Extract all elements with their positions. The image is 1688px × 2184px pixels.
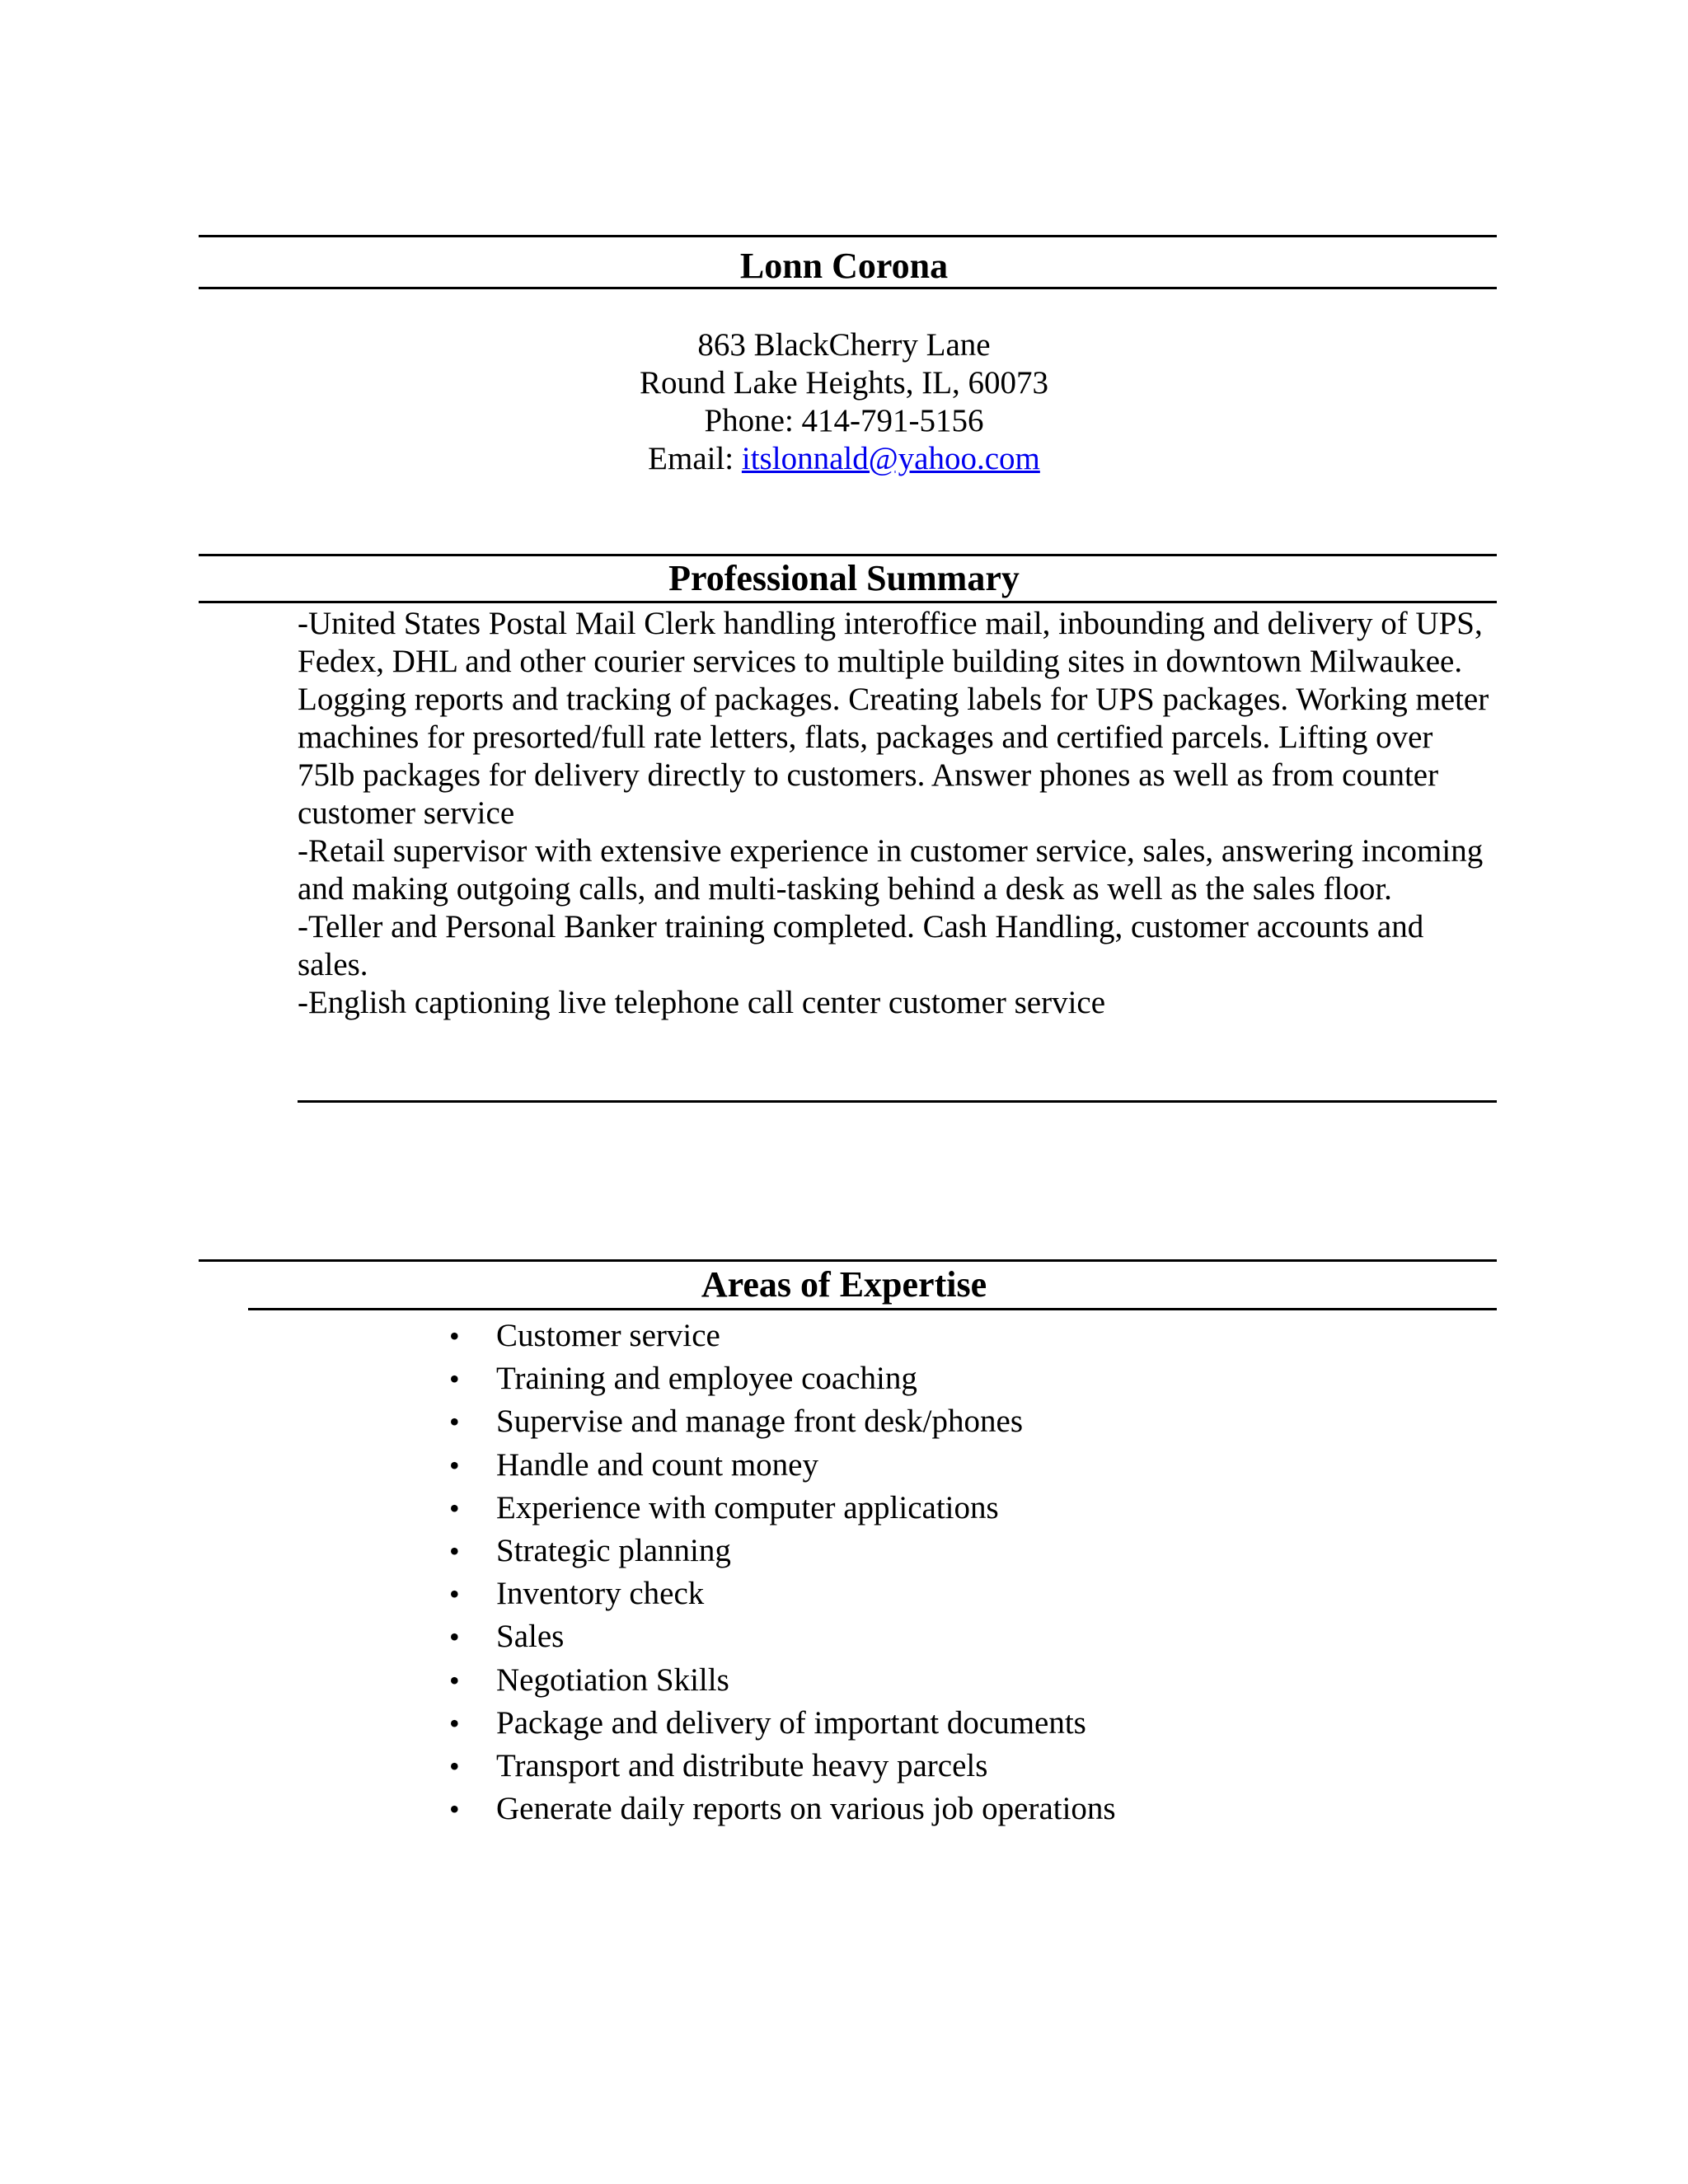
candidate-name: Lonn Corona bbox=[739, 246, 949, 286]
list-item bbox=[437, 1745, 1116, 1788]
expertise-item: Inventory check bbox=[496, 1576, 705, 1612]
list-item bbox=[437, 1788, 1116, 1830]
summary-heading: Professional Summary bbox=[668, 558, 1020, 598]
summary-paragraph: -Retail supervisor with extensive experience in customer service, sales, answering incoming and making outgoing calls, and multi-tasking behind a desk as well as the sales floor. bbox=[298, 833, 1484, 907]
name-bottom-rule bbox=[199, 287, 1497, 289]
bullet-icon: • bbox=[449, 1362, 460, 1396]
bullet-icon: • bbox=[449, 1750, 460, 1783]
street-address: 863 BlackCherry Lane bbox=[697, 327, 991, 363]
list-item bbox=[437, 1659, 1116, 1702]
summary-bottom-rule bbox=[199, 601, 1497, 603]
list-item bbox=[437, 1357, 1116, 1400]
list-item bbox=[437, 1400, 1116, 1443]
bullet-icon: • bbox=[449, 1706, 460, 1740]
summary-body bbox=[298, 605, 1497, 1022]
email-link[interactable]: itslonnald@yahoo.com bbox=[741, 441, 1040, 476]
bullet-icon: • bbox=[449, 1319, 460, 1352]
bullet-icon: • bbox=[449, 1448, 460, 1482]
phone-number: Phone: 414-791-5156 bbox=[704, 403, 984, 438]
contact-block bbox=[0, 326, 1688, 478]
summary-paragraph: -English captioning live telephone call center customer service bbox=[298, 985, 1106, 1020]
expertise-item: Sales bbox=[496, 1619, 565, 1655]
expertise-item: Strategic planning bbox=[496, 1533, 731, 1569]
expertise-item: Customer service bbox=[496, 1318, 720, 1353]
expertise-item: Training and employee coaching bbox=[496, 1361, 917, 1397]
expertise-item: Package and delivery of important documents bbox=[496, 1704, 1086, 1741]
summary-end-rule bbox=[298, 1100, 1497, 1103]
bullet-icon: • bbox=[449, 1491, 460, 1525]
email-label: Email: bbox=[648, 441, 742, 476]
list-item bbox=[437, 1487, 1116, 1530]
bullet-icon: • bbox=[449, 1620, 460, 1654]
expertise-item: Experience with computer applications bbox=[496, 1489, 999, 1526]
expertise-heading: Areas of Expertise bbox=[701, 1264, 987, 1305]
bullet-icon: • bbox=[449, 1535, 460, 1568]
summary-paragraph: -Teller and Personal Banker training completed. Cash Handling, customer accounts and sales. bbox=[298, 909, 1424, 982]
expertise-list bbox=[437, 1315, 1116, 1830]
name-top-rule bbox=[199, 235, 1497, 237]
expertise-item: Handle and count money bbox=[496, 1446, 818, 1483]
bullet-icon: • bbox=[449, 1405, 460, 1439]
list-item bbox=[437, 1530, 1116, 1572]
expertise-item: Transport and distribute heavy parcels bbox=[496, 1748, 988, 1784]
list-item bbox=[437, 1315, 1116, 1357]
city-state-zip: Round Lake Heights, IL, 60073 bbox=[639, 365, 1049, 401]
bullet-icon: • bbox=[449, 1577, 460, 1611]
bullet-icon: • bbox=[449, 1663, 460, 1697]
email-line bbox=[0, 440, 1688, 478]
summary-paragraph: -United States Postal Mail Clerk handling interoffice mail, inbounding and delivery of UPS, Fedex, DHL and other courier services to multiple building sites in downtown Milwaukee. Logging reports and tracking of packages. Creating labels for UPS packages. Working meter machines for presorted/full rate letters, flats, packages and certified parcels. Lifting over 75lb packages for delivery directly to customers. Answer phones as well as from counter customer service bbox=[298, 606, 1489, 831]
list-item bbox=[437, 1702, 1116, 1745]
expertise-item: Supervise and manage front desk/phones bbox=[496, 1404, 1024, 1440]
expertise-bottom-rule bbox=[248, 1308, 1497, 1310]
summary-top-rule bbox=[199, 554, 1497, 556]
bullet-icon: • bbox=[449, 1793, 460, 1826]
expertise-item: Negotiation Skills bbox=[496, 1661, 729, 1698]
expertise-item: Generate daily reports on various job operations bbox=[496, 1791, 1116, 1827]
list-item bbox=[437, 1615, 1116, 1658]
expertise-top-rule bbox=[199, 1259, 1497, 1262]
list-item bbox=[437, 1572, 1116, 1615]
list-item bbox=[437, 1444, 1116, 1487]
